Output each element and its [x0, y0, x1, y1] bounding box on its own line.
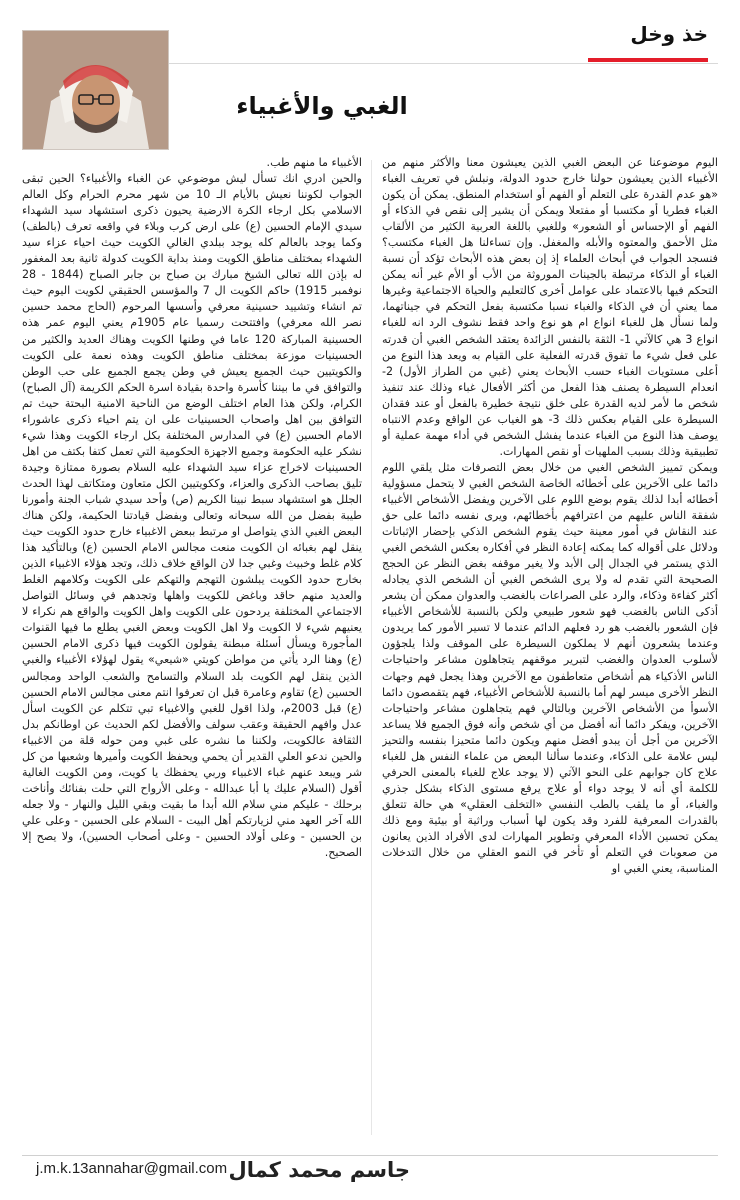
author-photo: [22, 30, 169, 150]
column-name: خذ وخل: [630, 22, 708, 46]
article-paragraph: الأغبياء ما منهم طب.: [266, 156, 362, 169]
author-name: جاسم محمد كمال: [228, 1158, 410, 1182]
footer-divider: [22, 1155, 718, 1156]
article-paragraph: والحين ادري انك تسأل ليش موضوعي عن الغباء والأغبياء؟ الحين تبقى الجواب لكوننا نعيش بالأيام الـ 10 من شهر محرم الحرام وكل العالم الاسلامي بكل ارجاء الكرة الارضية يحيون ذكرى استشهاد سيد الشهداء سيدي الإمام الحسين (ع) على ارض كرب وبلاء في واقعه تعرف (بالطف) وكما يوجد بالعالم كله يوجد ببلدي الغالي الكويت حيث احياء عزاء سيد الشهداء بمختلف مناطق الكويت ومنذ بداية الكويت كدولة ثانية بعد المغفور له بإذن الله تعالى الشيخ مبارك بن صباح بن جابر الصباح (1844 - 28 نوفمبر 1915) حاكم الكويت ال 7 والمؤسس الحقيقي لكويت اليوم حيث تم انشاء وتشييد حسينية معرفي وأسسها المرحوم (الحاج محمد حسين نصر الله معرفي) وافتتحت رسميا عام 1905م يعني اليوم عمر هذه الحسينية المباركة 120 عاما في وطنها الكويت وهناك العديد والكثير من الحسينيات موزعة بمختلف مناطق الكويت وهذه نعمة على الكويت والكويتيين حيث الجميع يعيش في وطن يجمع الجميع على حب الوطن والتوافق في ما بيننا كأسرة واحدة بقيادة اسرة الحكم الكريمة (آل الصباح) الكرام، ولكن هذا العام اختلف الوضع من الناحية الامنية البحتة حيث تم التوافق بين اهل واصحاب الحسينيات على ان يتم احياء ذكرى عاشوراء الامام الحسين (ع) في المدارس المختلفة بكل ارجاء الكويت وهذا شيء نشكر عليه الحكومة وجميع الاجهزة الحكومية التي تعمل كتفا بكتف من اهل الحسينيات لاخراج عزاء سيد الشهداء عليه السلام بصورة ممتازة وجيدة تليق بصاحب الذكرى والعزاء، وككويتيين الكل متعاون ومتكاتف لهذا الحدث الجلل هو استشهاد سبط نبينا الكريم (ص) وأحد سيدي شباب الجنة وأمورنا طيبة بفضل من الله سبحانه وتعالى وبفضل قيادتنا الحكيمة، ولكن هناك البعض الغبي الذي يتواصل او مرتبط ببعض الاغبياء خارج حدود الكويت حيث ينقل لهم بغبائه ان الكويت منعت مجالس الامام الحسين (ع) وبالتأكيد هذا كلام غلط وخبيث وغبي جدا لان الواقع خلاف ذلك، وتجد هؤلاء الاغبياء الذين بخارج حدود الكويت يبلشون التهجم والتهكم على الكويت وكلامهم الغلط والعديد منهم حاقد وباغض للكويت واهلها وتجدهم في وسائل التواصل الاجتماعي المختلفة يردحون على الكويت واهل الكويت والواقع هم نكراء لا يعنيهم شيء لا الكويت ولا اهل الكويت وبعض الغبي يطلع ما فيها القنوات المأجورة ويسأل أسئلة مبطنة يقولون الكويت فيها ذكرى الامام الحسين (ع) وهنا الرد يأتي من مواطن كويتي «شيعي» يقول لهؤلاء الأغبياء والغبي الذين ينقل لهم الكويت بلد السلام والتسامح والشعب الواحد ومجالس الحسين (ع) تقاوم وعامرة قبل ان تعرفوا انتم معنى مجالس الامام الحسين (ع) قبل 2003م، ولذا اقول للغبي والاغبياء تبي تتكلم عن الكويت اسأل عدل وافهم الحقيقة وعقب سولف والأفضل لكم الحديث عن اوطانكم بدل الثقافة عالكويت، ولكننا ما نشره على غبي ومن حوله قلة من الاغبياء والحين ندعو العلي القدير أن يحمي ويحفظ الكويت وأميرها وشعبها من كل شر ويبعد عنهم غباء الاغبياء وربي يحفظك يا كويت، ومن الكويت الغالية أقول (السلام عليك يا أبا عبدالله - وعلى الأرواح التي حلت بفنائك وأناخت برحلك - عليكم مني سلام الله أبدا ما بقيت وبقي الليل والنهار - ولا جعله الله آخر العهد مني لزيارتكم أهل البيت - السلام على الحسين - وعلى علي بن الحسين - وعلى أولاد الحسين - وعلى أصحاب الحسين)، ولا يصح إلا الصحيح.: [22, 172, 362, 860]
article-column-right: [382, 155, 718, 1140]
article-headline: الغبي والأغبياء: [236, 92, 408, 120]
article-paragraph: اليوم موضوعنا عن البعض الغبي الذين يعيشون معنا والأكثر منهم من الأغبياء الذين يعيشون حولنا خارج حدود الدولة، ونبلش في تعريف الغباء «هو عدم القدرة على التعلم أو الفهم أو استخدام المنطق. يمكن أن يكون الغباء فطريا أو مكتسبا أو مفتعلا ويمكن أن يشير إلى نقص في الذكاء أو الفهم أو الإحساس أو الشعور» وللغبي باللغة العربية الكثير من الألقاب مثل الأحمق والمعتوه والأبله والمغفل. وإن تساءلنا هل الغباء مكتسب؟ فنسجد الجواب في أبحاث العلماء إذ إن بعض هذه الأبحاث تؤكد أن نسبة الغباء أو الذكاء مرتبطة بالجينات الموروثة من الأب أو الأم غير أنه يمكن التحكم فيها بالاعتماد على عوامل أخرى كالتعليم والحياة الاجتماعية وغيرها مما يعني أن في الذكاء والغباء نسبا مكتسبة بفعل التحكم في جيناتهما، ولما نسأل هل للغباء انواع ام هو نوع واحد فقط نشوف الرد انه للغباء انواع 3 هي كالآتي 1- الثقة بالنفس الزائدة يعتقد الشخص الغبي أن قدرته على فعل شيء ما تفوق قدرته الفعلية على القيام به ويعد هذا النوع من أعلى مستويات الغباء حسب الأبحاث يعني (غبي من الطراز الأول) 2- انعدام السيطرة يصنف هذا الفعل من أكثر الأفعال غباء وذلك عند تنفيذ شخص ما لأمر لديه القدرة على خلق نتيجة خطيرة بالفعل أو عند فقدان السيطرة على القيام بعكس ذلك 3- هو الغياب عن الواقع وعدم الانتباه يوصف هذا النوع من الغباء عندما يفشل الشخص في أداء مهمة عملية أو تطبيقية وذلك بسبب الملهيات أو نقص المهارات.: [382, 156, 718, 458]
author-portrait-icon: [23, 31, 168, 149]
column-header: [588, 22, 708, 46]
article-column-left: [22, 155, 362, 1140]
article-paragraph: ويمكن تمييز الشخص الغبي من خلال بعض التصرفات مثل يلقي اللوم دائما على الآخرين على أخطائه الخاصة الشخص الغبي لا يتحمل مسؤولية أخطائه أبدا لذلك يقوم بوضع اللوم على الآخرين ويفضل الأشخاص الأغبياء شفقة الناس عليهم من اعترافهم بأخطائهم، ويرى نفسه دائما على حق عند النقاش في أمور معينة حيث يقوم الشخص الذكي بإحضار الإثباتات ودلائل على أقواله كما يمكنه إعادة النظر في أفكاره بعكس الشخص الغبي الذي يستمر في الجدال إلى الأبد ولا يغير موقفه بغض النظر عن الحجج الصحيحة التي تقدم له ولا يرى الشخص الغبي أن الشخص الذي يجادله أكثر كفاءة وذكاء، والرد على الصراعات بالغضب والعدوان ممكن أن يشعر أذكى الناس بالغضب فهو شعور طبيعي ولكن بالنسبة للأشخاص الأغبياء فإن الشعور بالغضب هو رد فعلهم الدائم عندما لا تسير الأمور كما يريدون وعندما يشعرون أنهم لا يملكون السيطرة على الموقف ولذا يلجؤون لأسلوب العدوان والغضب لتبرير موقفهم يتجاهلون مشاعر واحتياجات الناس الأذكياء هم أشخاص متعاطفون مع الآخرين وهذا يجعل فهم وجهات النظر الأخرى ميسر لهم أما بالنسبة للأشخاص الأغبياء، فهم يتقمصون دائما الأسوأ من الأشخاص الآخرين وبالتالي فهم يتجاهلون مشاعر واحتياجات الآخرين، ويفكر دائما أنه أفضل من أي شخص وأنه فوق الجميع فلا يساعد الآخرين من أجل أن يبدو أفضل منهم ويكون دائما متحيزا بنفسه والتحيز ليس علامة على الذكاء، وعندما سألنا البعض من علماء النفس هل للغباء علاج كان جوابهم على النحو الآتي (لا يوجد علاج للغباء بالمعنى الحرفي للكلمة أي أنه لا يوجد دواء أو علاج يرفع مستوى الذكاء بشكل جذري والغباء، أو ما يلقب بالطب النفسي «التخلف العقلي» هي حالة تتعلق بالقدرات المعرفية للفرد وقد يكون لها أسباب وراثية أو بيئية ومع ذلك يمكن تحسين الأداء المعرفي وتطوير المهارات لدى الأفراد الذين يعانون من صعوبات في التعلم أو تأخر في النمو العقلي من خلال التدخلات المناسبة، يعني الغبي او: [382, 460, 718, 876]
column-accent-bar: [588, 58, 708, 62]
column-divider: [371, 160, 372, 1135]
author-email[interactable]: j.m.k.13annahar@gmail.com: [36, 1160, 228, 1177]
